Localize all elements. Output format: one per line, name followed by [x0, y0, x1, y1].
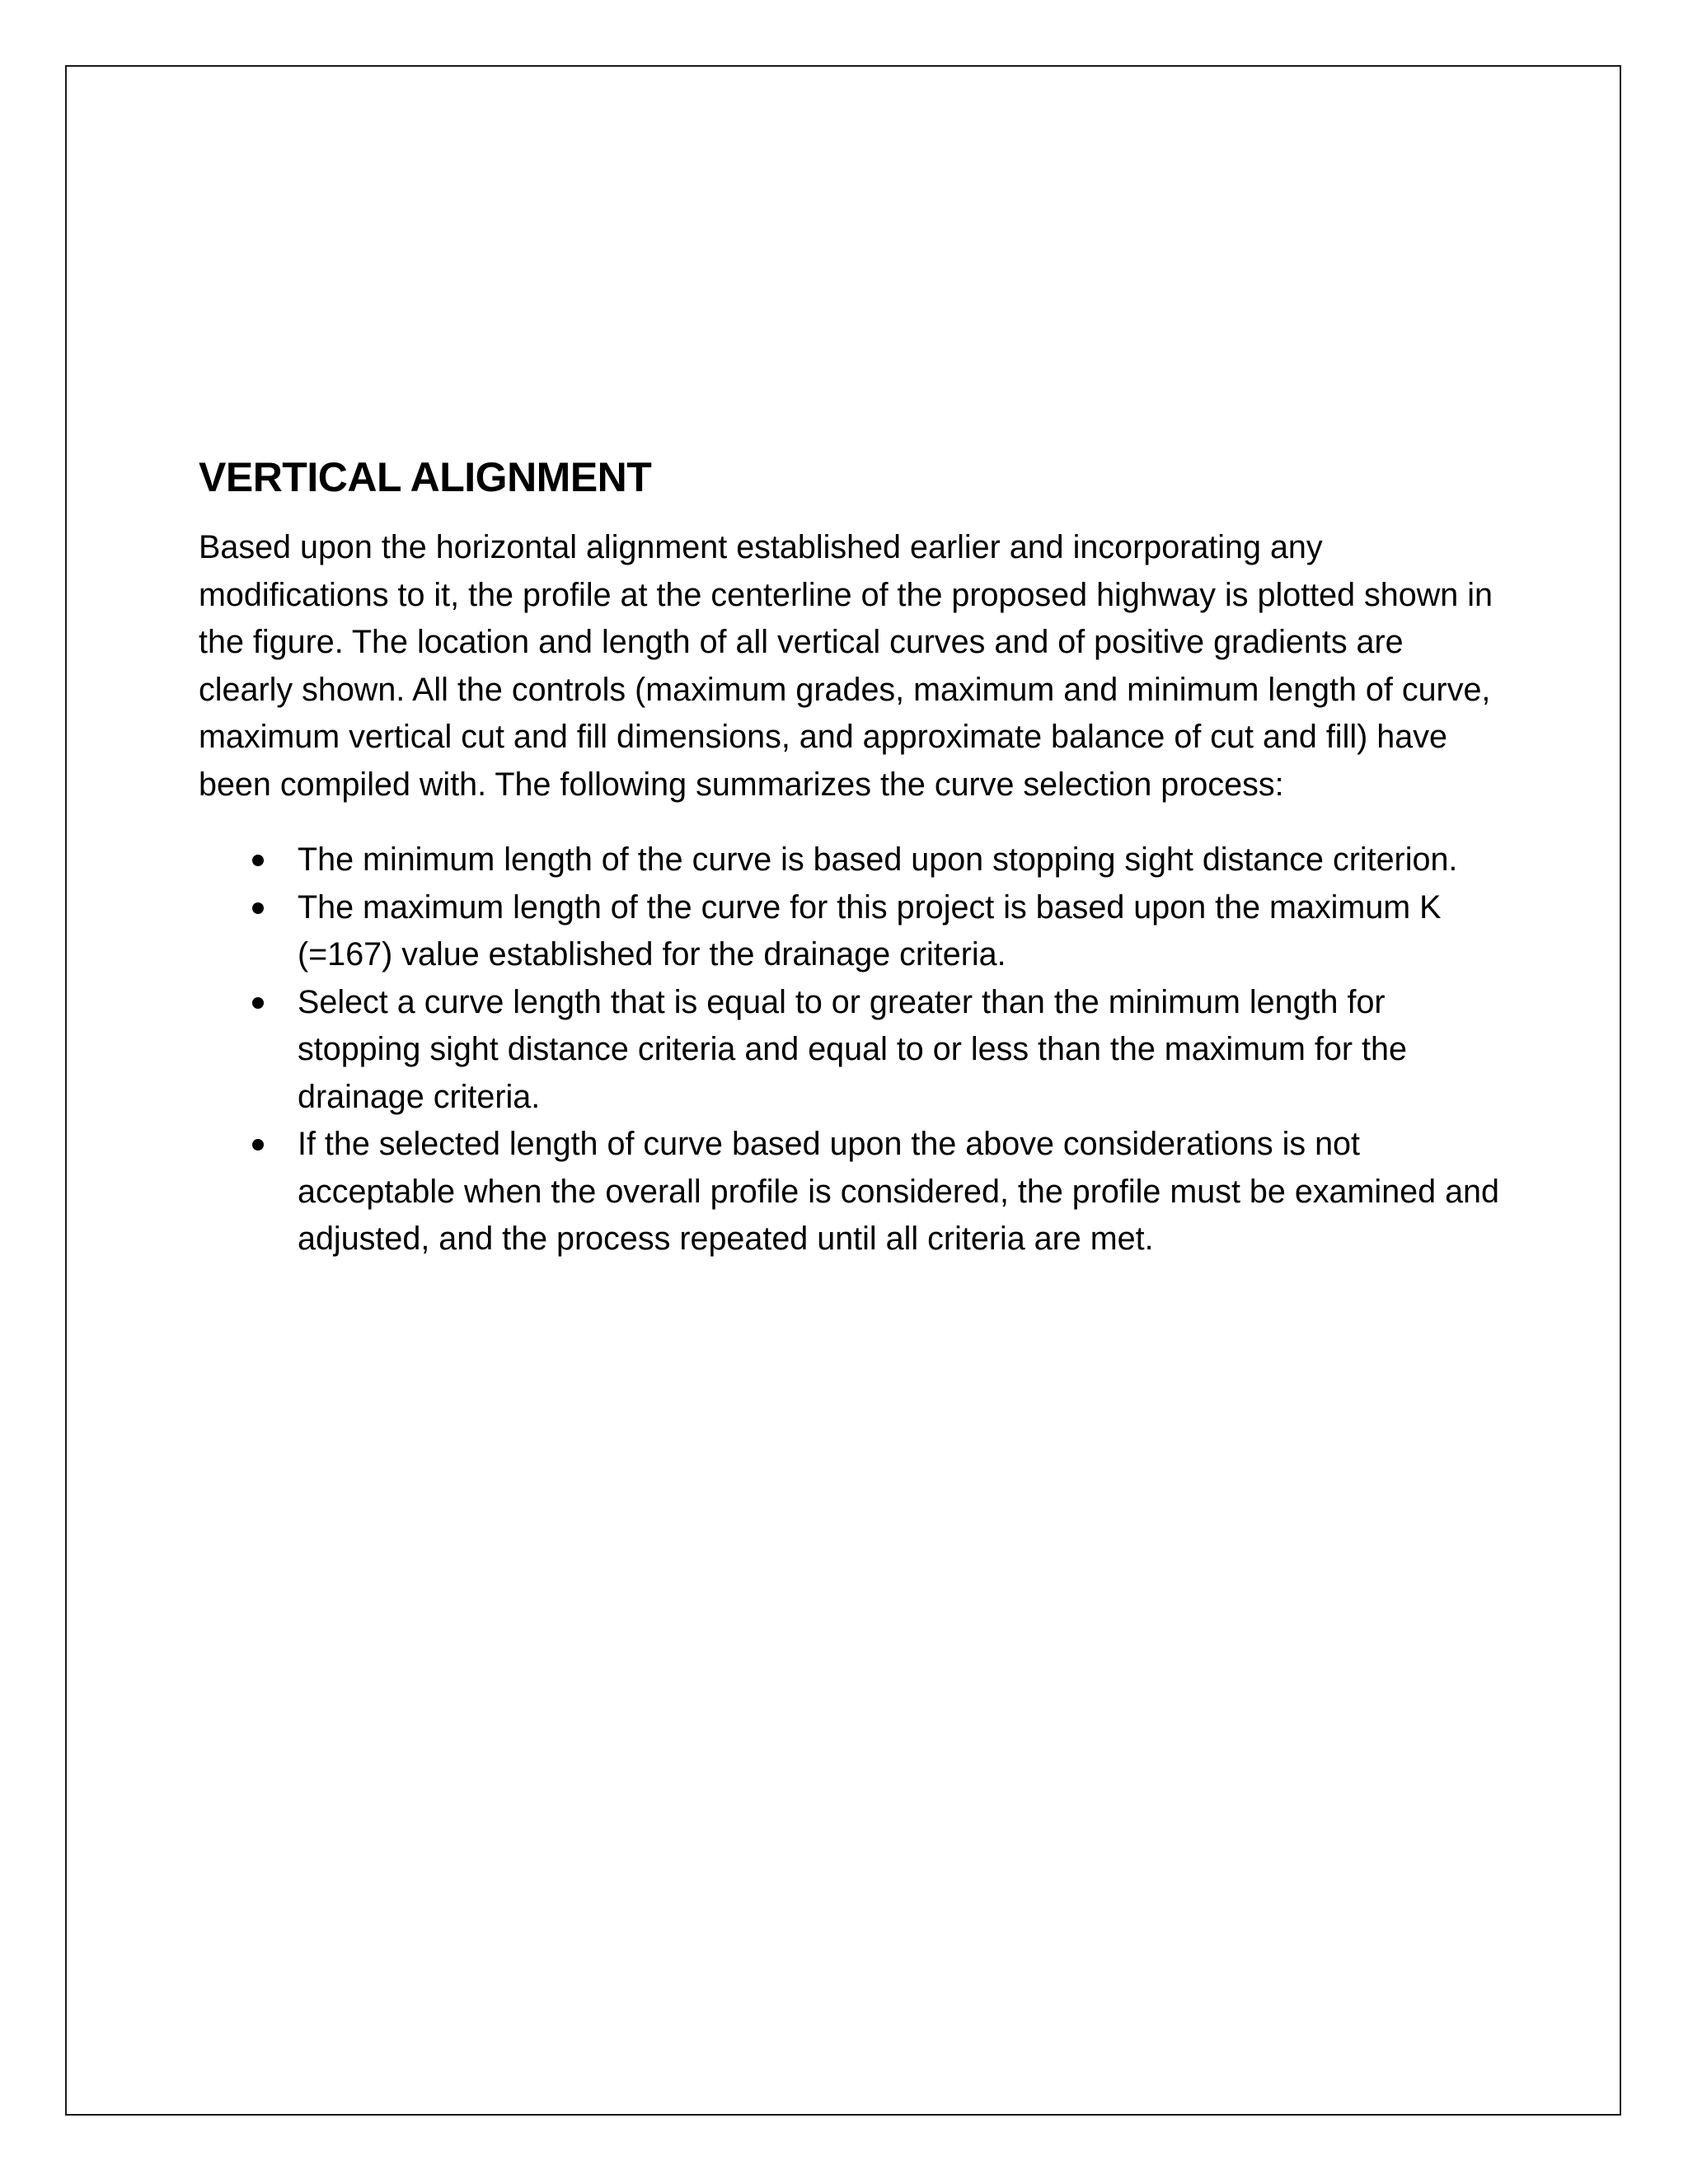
list-item	[199, 979, 1501, 1122]
intro-paragraph: Based upon the horizontal alignment established earlier and incorporating any modifications to it, the profile at the centerline of the proposed highway is plotted shown in the figure. The location and length of all vertical curves and of positive gradients are clearly shown. All the controls (maximum grades, maximum and minimum length of curve, maximum vertical cut and fill dimensions, and approximate balance of cut and fill) have been compiled with. The following summarizes the curve selection process:	[199, 529, 1493, 803]
bullet-icon	[252, 1139, 264, 1151]
criteria-list	[199, 837, 1501, 1263]
list-item	[199, 1121, 1501, 1263]
list-item-text: The maximum length of the curve for this project is based upon the maximum K (=167) value established for the drainage criteria.	[298, 888, 1442, 972]
section-heading: VERTICAL ALIGNMENT	[199, 454, 652, 500]
list-item-text: If the selected length of curve based upon the above considerations is not acceptable when the overall profile is considered, the profile must be examined and adjusted, and the process repeated until all criteria are met.	[298, 1126, 1499, 1257]
bullet-icon	[252, 855, 264, 866]
bullet-icon	[252, 997, 264, 1009]
list-item-text: The minimum length of the curve is based upon stopping sight distance criterion.	[298, 841, 1458, 878]
list-item	[199, 837, 1501, 884]
list-item-text: Select a curve length that is equal to or greater than the minimum length for stopping sight distance criteria and equal to or less than the maximum for the drainage criteria.	[298, 983, 1407, 1115]
document-body	[199, 452, 1501, 1263]
bullet-icon	[252, 902, 264, 914]
list-item	[199, 884, 1501, 979]
